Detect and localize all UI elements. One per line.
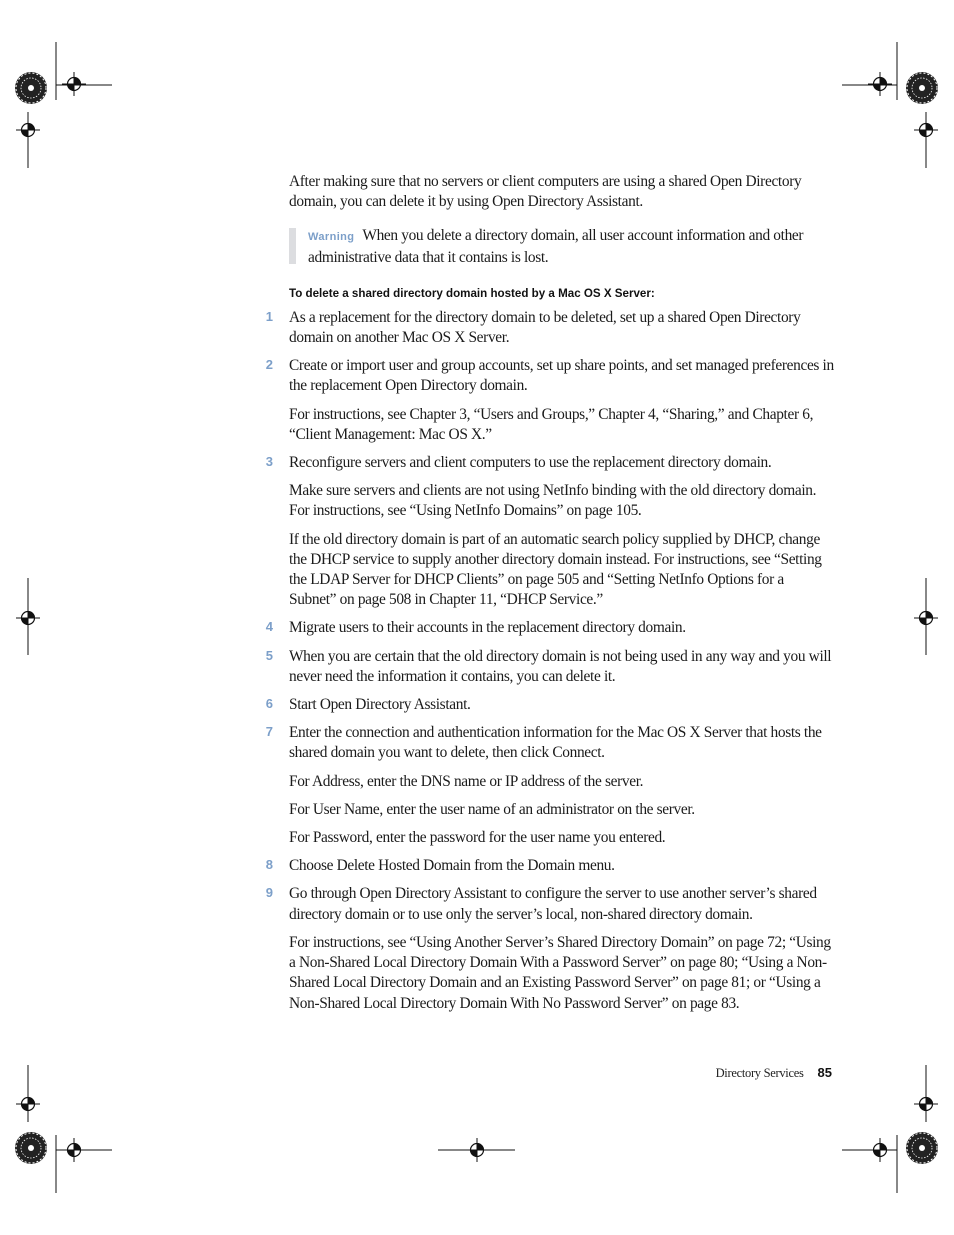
warning-note <box>289 226 834 267</box>
step-text: As a replacement for the directory domain to be deleted, set up a shared Open Directory domain on another Mac OS X Server. <box>289 308 801 347</box>
step-3-note: Make sure servers and clients are not using NetInfo binding with the old directory domain. For instructions, see “Using NetInfo Domains” on page 105. <box>289 482 817 520</box>
step-number: 1 <box>265 308 273 324</box>
step-9-note: For instructions, see “Using Another Server’s Shared Directory Domain” on page 72; “Using a Non-Shared Local Directory Domain With a Password Server” on page 80; “Using a Non-Shared Local Directory Domain and an Existing Password Server” on page 81; or “Using a Non-Shared Local Directory Domain With No Password Server” on page 83. <box>289 933 831 1012</box>
step-9 <box>265 884 834 924</box>
step-text: Go through Open Directory Assistant to configure the server to use another server’s shared directory domain or to use only the server’s local, non-shared directory domain. <box>289 885 817 923</box>
step-number: 9 <box>265 885 273 901</box>
step-5 <box>265 647 834 687</box>
warning-text: When you delete a directory domain, all user account information and other administrative data that it contains is lost. <box>308 227 804 266</box>
step-6 <box>265 695 834 715</box>
step-text: Enter the connection and authentication information for the Mac OS X Server that hosts the shared domain you want to delete, then click Connect. <box>289 724 822 762</box>
intro-paragraph: After making sure that no servers or client computers are using a shared Open Directory domain, you can delete it by using Open Directory Assistant. <box>289 173 802 211</box>
step-8 <box>265 856 834 876</box>
procedure-heading: To delete a shared directory domain hosted by a Mac OS X Server: <box>289 286 655 300</box>
step-text: Migrate users to their accounts in the replacement directory domain. <box>289 619 686 637</box>
step-7-note: For Address, enter the DNS name or IP address of the server. <box>289 772 644 790</box>
step-list <box>265 308 834 1014</box>
page-number: 85 <box>817 1065 832 1080</box>
step-text: When you are certain that the old directory domain is not being used in any way and you will never need the information it contains, you can delete it. <box>289 647 832 685</box>
step-1 <box>265 308 834 348</box>
step-number: 2 <box>265 357 273 373</box>
step-2-note: For instructions, see Chapter 3, “Users and Groups,” Chapter 4, “Sharing,” and Chapter 6, “Client Management: Mac OS X.” <box>289 405 814 443</box>
step-2 <box>265 356 834 396</box>
footer-section-title: Directory Services <box>715 1066 804 1080</box>
step-number: 8 <box>265 857 273 873</box>
step-3 <box>265 453 834 473</box>
step-text: Reconfigure servers and client computers to use the replacement directory domain. <box>289 454 772 472</box>
step-7-note: For User Name, enter the user name of an administrator on the server. <box>289 800 695 818</box>
step-7 <box>265 723 834 763</box>
step-number: 6 <box>265 696 273 712</box>
step-text: Choose Delete Hosted Domain from the Domain menu. <box>289 857 615 875</box>
step-text: Start Open Directory Assistant. <box>289 696 471 714</box>
step-number: 7 <box>265 724 273 740</box>
step-4 <box>265 618 834 638</box>
step-number: 4 <box>265 619 273 635</box>
page-content <box>265 172 834 1022</box>
warning-bar <box>289 228 296 264</box>
page-footer <box>716 1064 832 1082</box>
warning-label: Warning <box>308 231 355 244</box>
step-7-note: For Password, enter the password for the user name you entered. <box>289 829 666 847</box>
step-number: 5 <box>265 647 273 663</box>
step-number: 3 <box>265 454 273 470</box>
step-3-note: If the old directory domain is part of an automatic search policy supplied by DHCP, change the DHCP service to supply another directory domain instead. For instructions, see “Setting the LDAP Server for DHCP Clients” on page 505 and “Setting NetInfo Options for a Subnet” on page 508 in Chapter 11, “DHCP Service.” <box>289 530 822 609</box>
step-text: Create or import user and group accounts, set up share points, and set managed preferences in the replacement Open Directory domain. <box>289 357 834 395</box>
